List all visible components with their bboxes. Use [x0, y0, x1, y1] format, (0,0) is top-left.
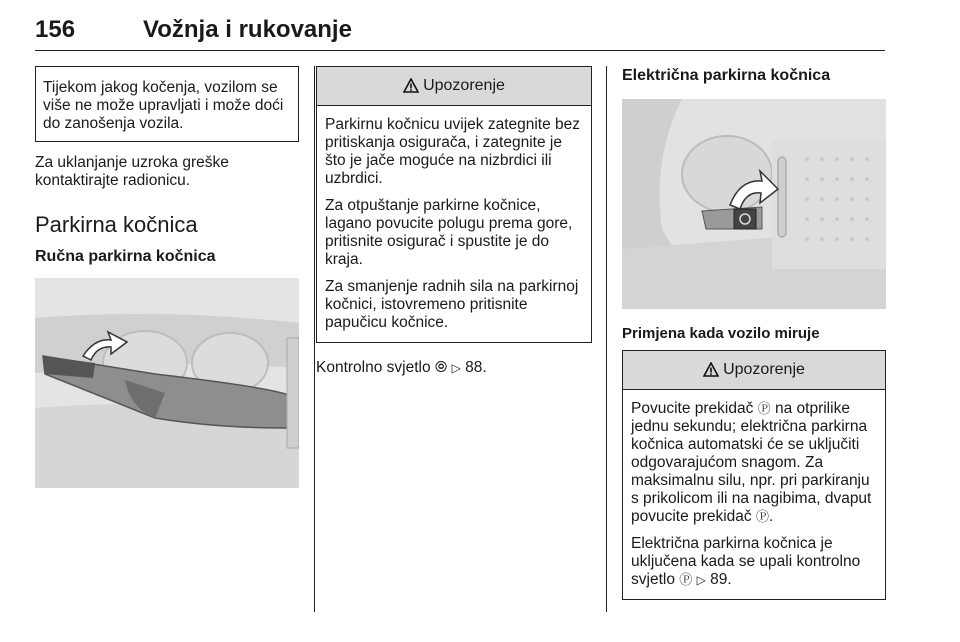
warning-triangle-icon [703, 362, 719, 378]
warning-box [622, 350, 886, 600]
electric-brake-photo [622, 99, 886, 309]
electric-brake-illustration [622, 99, 886, 309]
chapter-title: Vožnja i rukovanje [143, 16, 352, 43]
warning-box [316, 66, 592, 343]
parking-switch-icon: Ⓟ [755, 509, 769, 524]
subsection-title: Ručna parkirna kočnica [35, 248, 216, 265]
column-divider-1 [314, 66, 315, 612]
warning-triangle-icon [403, 78, 419, 94]
note-text: Tijekom jakog kočenja, vozilom se više ne može upravljati i može doći do zanošenja vozila. [43, 79, 284, 132]
section-title: Parkirna kočnica [35, 212, 198, 237]
column-1 [35, 60, 299, 488]
warning-paragraph: Za smanjenje radnih sila na parkirnoj kočnici, istovremeno pritisnite papučicu kočnice. [325, 278, 579, 331]
page-number: 156 [35, 16, 76, 43]
page-ref-arrow-icon: ▷ [451, 361, 461, 375]
warning-header [317, 67, 591, 106]
subsection-title: Primjena kada vozilo miruje [622, 325, 820, 342]
parking-switch-icon: Ⓟ [757, 401, 771, 416]
section-title: Električna parkirna kočnica [622, 67, 831, 84]
indicator-text: Kontrolno svjetlo [316, 359, 431, 376]
page-header [35, 6, 885, 51]
brake-warning-icon: ⦾ [434, 359, 448, 376]
column-3 [622, 60, 886, 600]
page-reference: 89. [710, 571, 732, 588]
warning-body [317, 106, 591, 342]
warning-title: Upozorenje [723, 361, 805, 378]
handbrake-illustration [35, 278, 299, 488]
warning-body [623, 390, 885, 599]
note-box [35, 66, 299, 142]
handbrake-photo [35, 278, 299, 488]
warning-paragraph: Parkirnu kočnicu uvijek zategnite bez pritiskanja osigurača, i zategnite je što je jače moguće na nizbrdici ili uzbrdici. [325, 116, 581, 187]
indicator-line [316, 359, 592, 377]
warning-paragraph: Za otpuštanje parkirne kočnice, lagano povucite polugu prema gore, pritisnite osigurač i spustite je do kraja. [325, 197, 573, 268]
column-2 [316, 60, 592, 377]
warning-title: Upozorenje [423, 77, 505, 94]
warning-paragraph: Električna parkirna kočnica je uključena kada se upali kontrolno svjetlo Ⓟ ▷ 89. [631, 535, 861, 588]
warning-header [623, 351, 885, 390]
column-divider-2 [606, 66, 607, 612]
parking-light-icon: Ⓟ [679, 572, 693, 587]
page-ref-arrow-icon: ▷ [696, 573, 706, 587]
advice-text: Za uklanjanje uzroka greške kontaktirajte radionicu. [35, 154, 229, 189]
warning-paragraph: Povucite prekidač Ⓟ na otprilike jednu sekundu; električna parkirna kočnica automatski će se uključiti odgovarajućom snagom. Za maksimalnu silu, npr. pri parkiranju s prikolicom ili na nagibima, dvaput povucite prekidač Ⓟ. [631, 400, 872, 525]
page-reference: 88. [465, 359, 487, 376]
